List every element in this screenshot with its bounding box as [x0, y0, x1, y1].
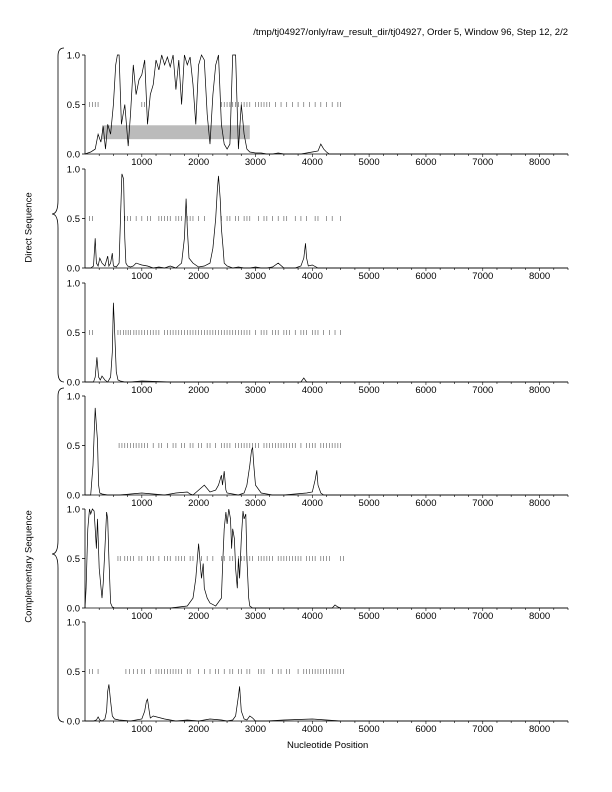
x-tick-label: 4000 [301, 385, 323, 396]
y-tick-label: 1.0 [66, 164, 80, 176]
panel-5 [67, 505, 568, 623]
y-tick-label: 0.0 [66, 263, 80, 275]
panel-3 [67, 279, 568, 397]
y-tick-label: 0.5 [66, 100, 80, 111]
x-tick-label: 2000 [188, 724, 210, 735]
y-tick-label: 0.0 [66, 716, 80, 728]
x-tick-label: 7000 [472, 498, 494, 509]
x-tick-label: 2000 [188, 157, 210, 168]
x-tick-label: 5000 [358, 157, 380, 168]
x-tick-label: 3000 [244, 611, 267, 622]
y-tick-label: 0.0 [66, 490, 80, 502]
x-tick-label: 1000 [131, 724, 153, 735]
series-line [85, 684, 568, 721]
x-tick-label: 8000 [529, 498, 551, 509]
x-tick-label: 3000 [244, 498, 267, 509]
x-tick-label: 6000 [415, 385, 437, 396]
x-tick-label: 3000 [244, 724, 267, 735]
x-tick-label: 5000 [358, 385, 380, 396]
x-tick-label: 2000 [188, 611, 210, 622]
direct-group-brace [52, 48, 64, 382]
x-tick-label: 8000 [529, 385, 551, 396]
panel-6 [67, 618, 568, 736]
x-tick-label: 6000 [415, 724, 437, 735]
series-line [85, 408, 568, 495]
x-tick-label: 8000 [529, 724, 551, 735]
x-tick-label: 4000 [301, 271, 323, 282]
x-tick-label: 1000 [131, 157, 153, 168]
x-tick-label: 6000 [415, 157, 437, 168]
y-tick-label: 0.5 [66, 554, 80, 565]
x-tick-label: 3000 [244, 157, 267, 168]
complementary-group-brace [52, 388, 64, 722]
x-tick-label: 7000 [472, 271, 494, 282]
x-tick-label: 2000 [188, 498, 210, 509]
panel-2 [67, 165, 568, 283]
x-tick-label: 5000 [358, 271, 380, 282]
x-tick-label: 4000 [301, 498, 323, 509]
y-tick-label: 0.0 [66, 149, 80, 161]
y-tick-label: 1.0 [66, 504, 80, 516]
x-tick-label: 8000 [529, 271, 551, 282]
x-tick-label: 5000 [358, 611, 380, 622]
x-tick-label: 4000 [301, 157, 323, 168]
y-tick-label: 0.5 [66, 441, 80, 452]
x-tick-label: 1000 [131, 611, 153, 622]
x-tick-label: 6000 [415, 271, 437, 282]
x-tick-label: 7000 [472, 157, 494, 168]
x-tick-label: 5000 [358, 724, 380, 735]
x-tick-label: 6000 [415, 611, 437, 622]
x-tick-label: 1000 [131, 385, 153, 396]
series-line [85, 303, 568, 382]
panel-4 [67, 392, 568, 510]
y-tick-label: 0.5 [66, 667, 80, 678]
x-tick-label: 7000 [472, 724, 494, 735]
x-tick-label: 4000 [301, 724, 323, 735]
x-tick-label: 1000 [131, 498, 153, 509]
x-tick-label: 5000 [358, 498, 380, 509]
y-tick-label: 1.0 [66, 50, 80, 62]
y-tick-label: 1.0 [66, 391, 80, 403]
direct-sequence-label: Direct Sequence [23, 192, 35, 263]
x-tick-label: 2000 [188, 385, 210, 396]
x-tick-label: 8000 [529, 611, 551, 622]
y-tick-label: 1.0 [66, 278, 80, 290]
page-title: /tmp/tj04927/only/raw_result_dir/tj04927, Order 5, Window 96, Step 12, 2/2 [253, 27, 568, 38]
x-tick-label: 7000 [472, 611, 494, 622]
x-tick-label: 1000 [131, 271, 153, 282]
y-tick-label: 0.0 [66, 603, 80, 615]
panel-1 [67, 51, 568, 169]
x-tick-label: 7000 [472, 385, 494, 396]
x-tick-label: 2000 [188, 271, 210, 282]
x-axis-label: Nucleotide Position [287, 740, 369, 751]
y-tick-label: 0.5 [66, 328, 80, 339]
x-tick-label: 4000 [301, 611, 323, 622]
x-tick-label: 6000 [415, 498, 437, 509]
complementary-sequence-label: Complementary Sequence [23, 510, 35, 623]
y-tick-label: 1.0 [66, 617, 80, 629]
x-tick-label: 8000 [529, 157, 551, 168]
highlight-band [102, 125, 250, 139]
y-tick-label: 0.0 [66, 377, 80, 389]
x-tick-label: 3000 [244, 385, 267, 396]
x-tick-label: 3000 [244, 271, 267, 282]
y-tick-label: 0.5 [66, 214, 80, 225]
